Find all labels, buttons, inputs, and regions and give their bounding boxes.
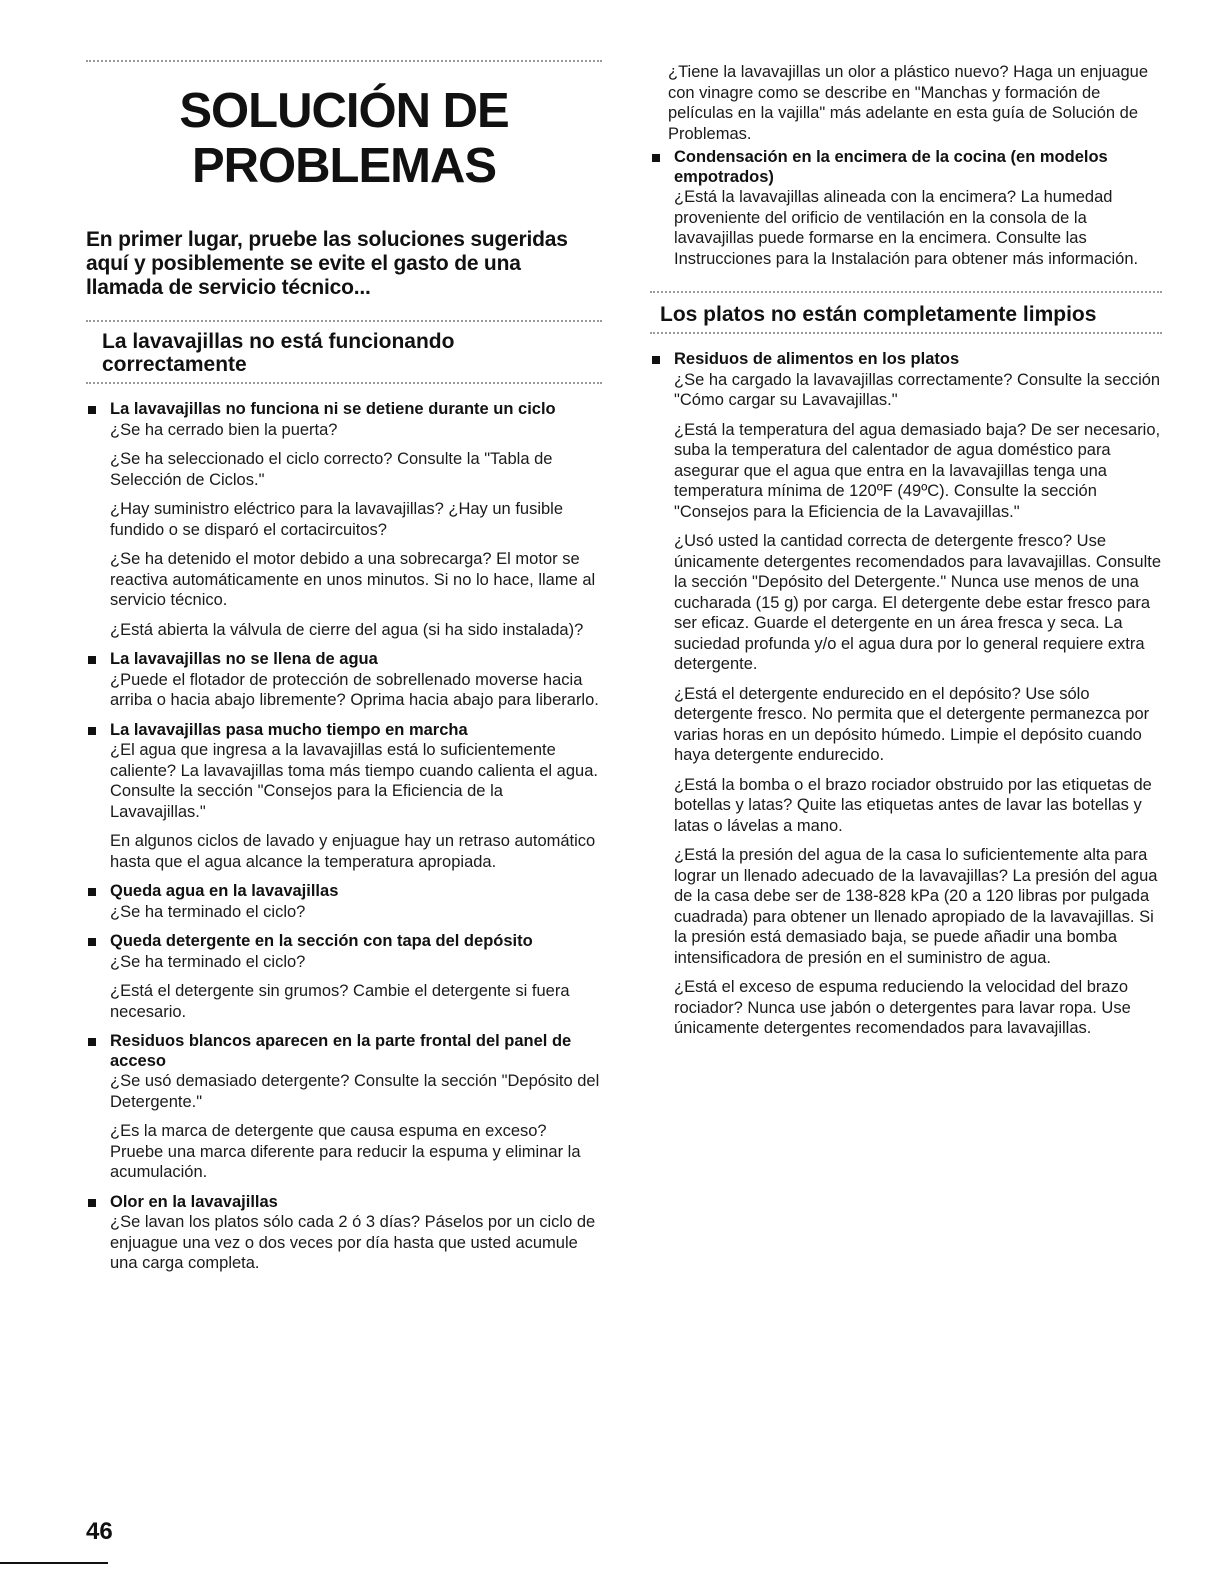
list-item bbox=[86, 721, 602, 873]
left-column bbox=[86, 60, 602, 1274]
page-title bbox=[86, 84, 602, 194]
item-title: Queda agua en la lavavajillas bbox=[110, 882, 339, 900]
item-paragraph: ¿Se ha seleccionado el ciclo correcto? Consulte la "Tabla de Selección de Ciclos." bbox=[110, 450, 553, 489]
item-paragraph: ¿Se ha detenido el motor debido a una sobrecarga? El motor se reactiva automáticamente en unos minutos. Si no lo hace, llame al servicio técnico. bbox=[110, 550, 596, 609]
right-column bbox=[650, 62, 1162, 1039]
section-rule-top bbox=[86, 320, 602, 322]
page-number: 46 bbox=[86, 1518, 113, 1545]
item-paragraph: ¿Está el detergente sin grumos? Cambie el detergente si fuera necesario. bbox=[110, 982, 570, 1021]
top-rule bbox=[86, 60, 602, 62]
item-paragraph: ¿Está el detergente endurecido en el depósito? Use sólo detergente fresco. No permita que el detergente permanezca por varias horas en un depósito húmedo. Limpie el depósito cuando haya detergente endurecido. bbox=[674, 684, 1150, 764]
item-paragraph: ¿Está la temperatura del agua demasiado baja? De ser necesario, suba la temperatura del calentador de agua doméstico para asegurar que el agua que entra en la lavavajillas tenga una temperatura mínima de 120ºF (49ºC). Consulte la sección "Consejos para la Eficiencia de la Lavavajillas." bbox=[674, 420, 1161, 521]
item-title: La lavavajillas no se llena de agua bbox=[110, 650, 378, 668]
item-paragraph: ¿Se ha terminado el ciclo? bbox=[110, 952, 306, 971]
item-paragraph: ¿Está la presión del agua de la casa lo suficientemente alta para lograr un llenado adecuado de la lavavajillas? La presión del agua de la casa debe ser de 138-828 kPa (20 a 120 libras por pulgada cuadrada) para obtener un llenado apropiado de la lavavajillas. Si la presión está demasiado baja, se puede añadir una bomba intensificadora de presión en el suministro de agua. bbox=[674, 846, 1158, 967]
item-paragraph: ¿Está abierta la válvula de cierre del agua (si ha sido instalada)? bbox=[110, 620, 584, 639]
item-paragraph: ¿Se ha cargado la lavavajillas correctamente? Consulte la sección "Cómo cargar su Lavavajillas." bbox=[674, 370, 1161, 409]
bullet-icon bbox=[88, 727, 96, 735]
item-title: Olor en la lavavajillas bbox=[110, 1192, 278, 1211]
item-title: Residuos blancos aparecen en la parte frontal del panel de acceso bbox=[110, 1032, 572, 1070]
list-item bbox=[86, 932, 602, 1022]
item-paragraph: En algunos ciclos de lavado y enjuague hay un retraso automático hasta que el agua alcance la temperatura apropiada. bbox=[110, 832, 596, 871]
page-title-line-2: PROBLEMAS bbox=[191, 139, 497, 193]
intro-text: En primer lugar, pruebe las soluciones sugeridas aquí y posiblemente se evite el gasto de una llamada de servicio técnico... bbox=[86, 228, 568, 299]
bullet-icon bbox=[88, 1199, 96, 1207]
item-paragraph: ¿Se lavan los platos sólo cada 2 ó 3 días? Páselos por un ciclo de enjuague una vez o dos veces por día hasta que usted acumule una carga completa. bbox=[110, 1213, 596, 1272]
bullet-icon bbox=[88, 888, 96, 896]
item-paragraph: ¿Se usó demasiado detergente? Consulte la sección "Depósito del Detergente." bbox=[110, 1072, 600, 1111]
bullet-icon bbox=[652, 154, 660, 162]
item-paragraph: ¿Está la lavavajillas alineada con la encimera? La humedad proveniente del orificio de ventilación en la consola de la lavavajillas puede formarse en la encimera. Consulte las Instrucciones para la Instalación para obtener más información. bbox=[674, 188, 1139, 268]
list-item bbox=[86, 1032, 602, 1183]
item-paragraph: ¿Puede el flotador de protección de sobrellenado moverse hacia arriba o hacia abajo libremente? Oprima hacia abajo para liberarlo. bbox=[110, 670, 599, 709]
plastic-odor-text: ¿Tiene la lavavajillas un olor a plástico nuevo? Haga un enjuague con vinagre como se describe en "Manchas y formación de películas en la vajilla" más adelante en esta guía de Solución de Problemas. bbox=[668, 63, 1149, 143]
list-item bbox=[650, 350, 1162, 1039]
page-title-line-1: SOLUCIÓN DE bbox=[179, 84, 509, 138]
section-rule-top bbox=[650, 291, 1162, 293]
bullet-icon bbox=[88, 938, 96, 946]
item-paragraph: ¿El agua que ingresa a la lavavajillas está lo suficientemente caliente? La lavavajillas toma más tiempo cuando calienta el agua. Consulte la sección "Consejos para la Eficiencia de la Lavavajillas." bbox=[110, 741, 598, 821]
item-paragraph: ¿Está el exceso de espuma reduciendo la velocidad del brazo rociador? Nunca use jabón o detergentes para lavar ropa. Use únicamente detergentes recomendados para lavavajillas. bbox=[674, 978, 1131, 1037]
item-title: La lavavajillas pasa mucho tiempo en marcha bbox=[110, 720, 468, 739]
section-rule-bottom bbox=[86, 382, 602, 384]
list-item bbox=[86, 1193, 602, 1274]
condensation-list bbox=[650, 148, 1162, 269]
item-paragraph: ¿Usó usted la cantidad correcta de detergente fresco? Use únicamente detergentes recomendados para lavavajillas. Consulte la sección "Depósito del Detergente." Nunca use menos de una cucharada (15 g) por carga. El detergente debe estar fresco para ser eficaz. Guarde el detergente en un área fresca y seca. La suciedad profunda y/o el agua dura por lo general requiere extra detergente. bbox=[674, 532, 1162, 673]
item-paragraph: ¿Hay suministro eléctrico para la lavavajillas? ¿Hay un fusible fundido o se disparó el cortacircuitos? bbox=[110, 500, 564, 539]
item-title: Residuos de alimentos en los platos bbox=[674, 350, 960, 368]
list-item bbox=[86, 400, 602, 640]
list-item bbox=[86, 882, 602, 922]
bullet-icon bbox=[652, 356, 660, 364]
item-paragraph: ¿Está la bomba o el brazo rociador obstruido por las etiquetas de botellas y latas? Quite las etiquetas antes de lavar las botellas y latas o lávelas a mano. bbox=[674, 775, 1152, 835]
section-heading: Los platos no están completamente limpios bbox=[660, 303, 1097, 326]
list-item bbox=[86, 650, 602, 711]
item-paragraph: ¿Es la marca de detergente que causa espuma en exceso? Pruebe una marca diferente para reducir la espuma y eliminar la acumulación. bbox=[110, 1122, 581, 1181]
list-item bbox=[650, 148, 1162, 269]
bullet-icon bbox=[88, 656, 96, 664]
troubleshooting-list bbox=[650, 350, 1162, 1039]
bullet-icon bbox=[88, 1038, 96, 1046]
item-title: La lavavajillas no funciona ni se detiene durante un ciclo bbox=[110, 400, 556, 418]
troubleshooting-list bbox=[86, 400, 602, 1274]
bullet-icon bbox=[88, 406, 96, 414]
section-rule-bottom bbox=[650, 332, 1162, 334]
section-heading: La lavavajillas no está funcionando correctamente bbox=[102, 330, 455, 376]
item-title: Condensación en la encimera de la cocina (en modelos empotrados) bbox=[674, 148, 1108, 186]
item-title: Queda detergente en la sección con tapa del depósito bbox=[110, 932, 533, 950]
footer-rule bbox=[0, 1562, 108, 1564]
item-paragraph: ¿Se ha terminado el ciclo? bbox=[110, 902, 306, 921]
item-paragraph: ¿Se ha cerrado bien la puerta? bbox=[110, 420, 338, 439]
